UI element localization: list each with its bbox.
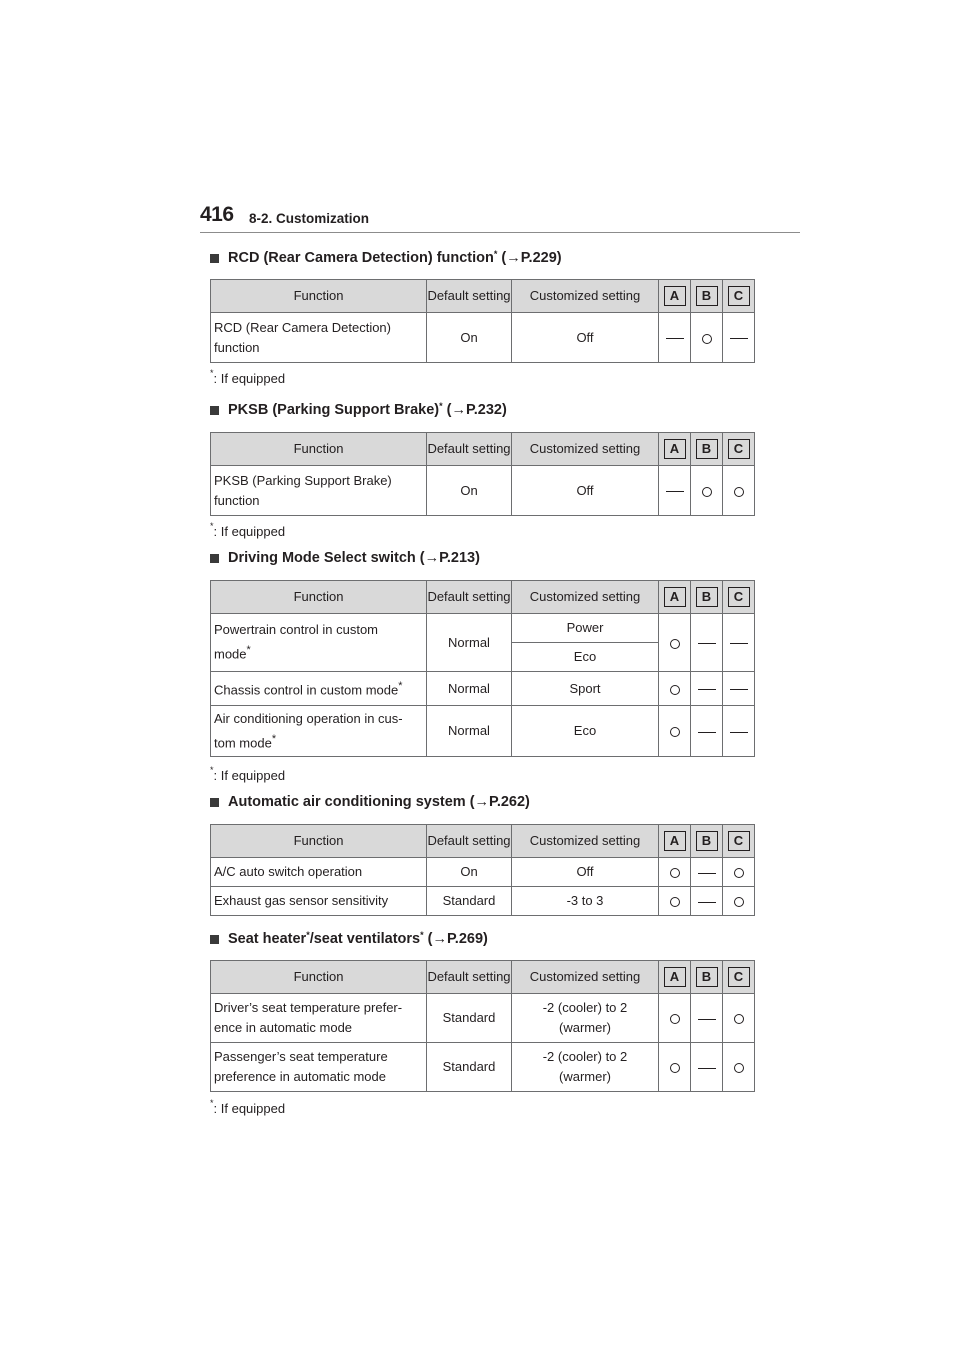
- cell-customized: -2 (cooler) to 2 (warmer): [512, 994, 659, 1043]
- dash-mark: [698, 873, 716, 874]
- header-function: Function: [211, 280, 427, 313]
- cell-function: A/C auto switch operation: [211, 858, 427, 887]
- table-header-row: [211, 581, 755, 614]
- cell-customized: Sport: [512, 672, 659, 706]
- footnote: *: If equipped: [210, 368, 286, 386]
- circle-mark: [702, 334, 712, 344]
- rcd-title: RCD (Rear Camera Detection) function* (→P.229): [228, 249, 562, 266]
- bullet-square-icon: [210, 554, 219, 563]
- cell-function: RCD (Rear Camera Detection) function: [211, 313, 427, 363]
- cell-default: On: [427, 466, 512, 516]
- cell-default: Standard: [427, 994, 512, 1043]
- seat-table: [210, 960, 750, 1092]
- dash-mark: [698, 732, 716, 733]
- seat-heading: [210, 928, 750, 950]
- drive-mode-table: [210, 580, 750, 757]
- dash-mark: [730, 643, 748, 644]
- header-a: A: [664, 286, 686, 306]
- cell-default: On: [427, 858, 512, 887]
- cell-function: Chassis control in custom mode*: [211, 672, 427, 706]
- cell-function: Air conditioning operation in cus- tom mode*: [211, 706, 427, 757]
- header-default: Default setting: [427, 581, 512, 614]
- circle-mark: [670, 868, 680, 878]
- table-row: [211, 858, 755, 887]
- table-row: [211, 614, 755, 643]
- table-row: [211, 887, 755, 916]
- table-header-row: [211, 433, 755, 466]
- header-default: Default setting: [427, 825, 512, 858]
- circle-mark: [670, 685, 680, 695]
- page-number: 416: [200, 203, 234, 226]
- dash-mark: [698, 1019, 716, 1020]
- cell-function: Driver’s seat temperature prefer- ence in automatic mode: [211, 994, 427, 1043]
- header-a: A: [664, 587, 686, 607]
- footnote: *: If equipped: [210, 1098, 286, 1116]
- ac-table: [210, 824, 750, 916]
- cell-default: Normal: [427, 672, 512, 706]
- cell-function: Passenger’s seat temperature preference in automatic mode: [211, 1043, 427, 1092]
- cell-customized: Eco: [512, 706, 659, 757]
- header-default: Default setting: [427, 433, 512, 466]
- table-row: [211, 1043, 755, 1092]
- table-row: [211, 706, 755, 757]
- circle-mark: [670, 1063, 680, 1073]
- dash-mark: [730, 732, 748, 733]
- header-c: C: [728, 967, 750, 987]
- table-row: [211, 466, 755, 516]
- header-b: B: [696, 831, 718, 851]
- dash-mark: [666, 491, 684, 492]
- header-b: B: [696, 967, 718, 987]
- rcd-section: [210, 247, 750, 269]
- header-c: C: [728, 831, 750, 851]
- header-c: C: [728, 439, 750, 459]
- dash-mark: [666, 338, 684, 339]
- circle-mark: [734, 487, 744, 497]
- cell-default: Standard: [427, 887, 512, 916]
- circle-mark: [670, 1014, 680, 1024]
- cell-function: Powertrain control in custom mode*: [211, 614, 427, 672]
- cell-customized: Off: [512, 858, 659, 887]
- header-b: B: [696, 587, 718, 607]
- ac-heading: [210, 791, 750, 813]
- cell-customized: Off: [512, 466, 659, 516]
- table-row: [211, 994, 755, 1043]
- circle-mark: [702, 487, 712, 497]
- cell-function: PKSB (Parking Support Brake) function: [211, 466, 427, 516]
- header-default: Default setting: [427, 280, 512, 313]
- cell-customized: -2 (cooler) to 2 (warmer): [512, 1043, 659, 1092]
- circle-mark: [734, 868, 744, 878]
- bullet-square-icon: [210, 935, 219, 944]
- header-c: C: [728, 587, 750, 607]
- dash-mark: [730, 689, 748, 690]
- cell-customized: -3 to 3: [512, 887, 659, 916]
- bullet-square-icon: [210, 254, 219, 263]
- circle-mark: [670, 897, 680, 907]
- cell-default: Standard: [427, 1043, 512, 1092]
- header-customized: Customized setting: [512, 433, 659, 466]
- header-a: A: [664, 967, 686, 987]
- pksb-title: PKSB (Parking Support Brake)* (→P.232): [228, 401, 507, 418]
- header-function: Function: [211, 825, 427, 858]
- bullet-square-icon: [210, 798, 219, 807]
- drive-mode-title: Driving Mode Select switch (→P.213): [228, 550, 480, 566]
- pksb-section: [210, 399, 750, 421]
- seat-title: Seat heater*/seat ventilators* (→P.269): [228, 930, 488, 947]
- cell-default: Normal: [427, 706, 512, 757]
- circle-mark: [734, 897, 744, 907]
- header-function: Function: [211, 961, 427, 994]
- dash-mark: [698, 689, 716, 690]
- header-b: B: [696, 286, 718, 306]
- circle-mark: [670, 639, 680, 649]
- header-customized: Customized setting: [512, 280, 659, 313]
- ac-section: [210, 791, 750, 813]
- header-a: A: [664, 831, 686, 851]
- seat-section: [210, 928, 750, 950]
- footnote: *: If equipped: [210, 765, 286, 783]
- pksb-table: [210, 432, 750, 516]
- rcd-table: [210, 279, 750, 363]
- dash-mark: [698, 1068, 716, 1069]
- dash-mark: [698, 902, 716, 903]
- circle-mark: [734, 1014, 744, 1024]
- header-function: Function: [211, 581, 427, 614]
- drive-mode-section: [210, 547, 750, 569]
- pksb-heading: [210, 399, 750, 421]
- cell-customized: Eco: [512, 643, 659, 672]
- drive-mode-heading: [210, 547, 750, 569]
- table-header-row: [211, 280, 755, 313]
- dash-mark: [698, 643, 716, 644]
- cell-customized: Off: [512, 313, 659, 363]
- header-customized: Customized setting: [512, 961, 659, 994]
- header-customized: Customized setting: [512, 581, 659, 614]
- table-header-row: [211, 961, 755, 994]
- header-function: Function: [211, 433, 427, 466]
- header-a: A: [664, 439, 686, 459]
- header-divider: [200, 232, 800, 233]
- footnote: *: If equipped: [210, 521, 286, 539]
- section-title: 8-2. Customization: [249, 211, 370, 226]
- header-b: B: [696, 439, 718, 459]
- cell-customized: Power: [512, 614, 659, 643]
- ac-title: Automatic air conditioning system (→P.262): [228, 794, 530, 810]
- bullet-square-icon: [210, 406, 219, 415]
- rcd-heading: [210, 247, 750, 269]
- dash-mark: [730, 338, 748, 339]
- table-row: [211, 313, 755, 363]
- cell-default: On: [427, 313, 512, 363]
- circle-mark: [670, 727, 680, 737]
- table-row: [211, 672, 755, 706]
- circle-mark: [734, 1063, 744, 1073]
- header-c: C: [728, 286, 750, 306]
- cell-function: Exhaust gas sensor sensitivity: [211, 887, 427, 916]
- cell-default: Normal: [427, 614, 512, 672]
- header-default: Default setting: [427, 961, 512, 994]
- table-header-row: [211, 825, 755, 858]
- header-customized: Customized setting: [512, 825, 659, 858]
